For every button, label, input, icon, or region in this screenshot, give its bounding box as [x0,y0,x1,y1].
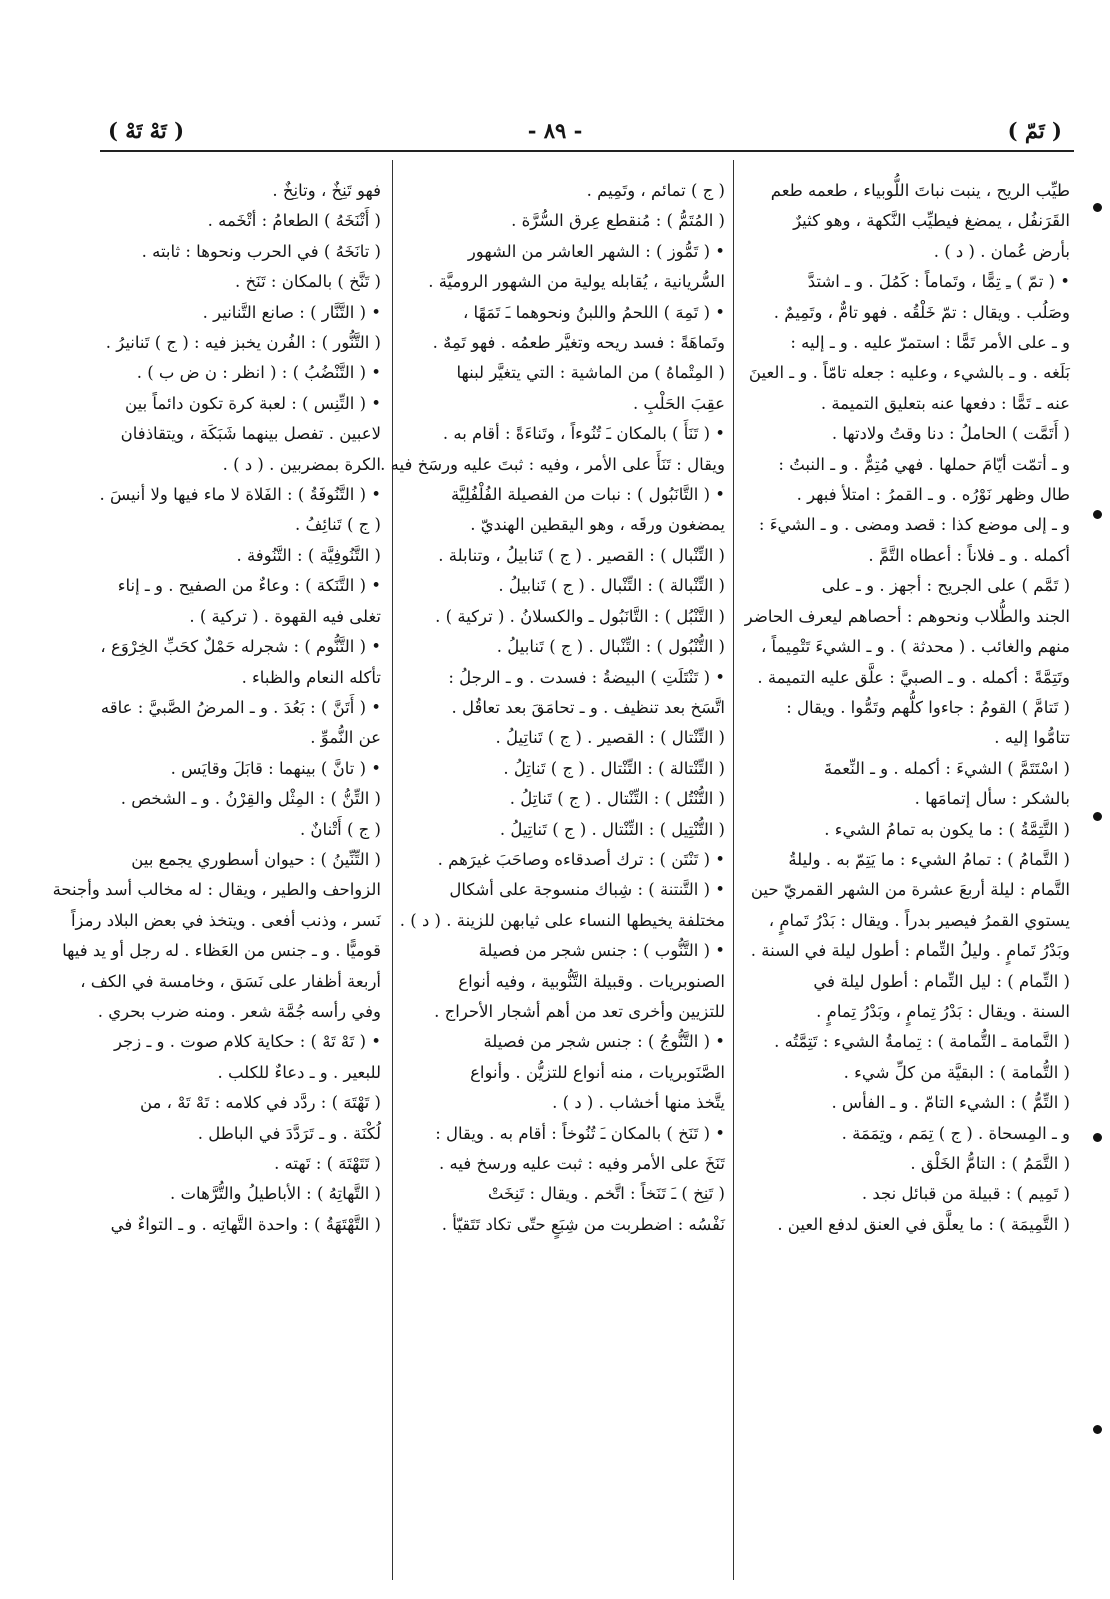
entry-line: ( تَتَهْتَهَ ) : تَهته . [274,1154,381,1173]
entry-line: و ـ على الأمر تَمًّا : استمرّ عليه . و ـ إليه : [790,333,1070,353]
entry-line: تغلى فيه القهوة . ( تركية ) . [189,606,381,626]
entry-line: ( التَّنُوفِيَّة ) : التَّنُوفة . [236,545,381,565]
entry-line: ويقال : تَنَأَ على الأمر ، وفيه : ثبتَ عليه ورسَخ فيه . [380,454,725,474]
entry-line: • ( تَنَخ ) بالمكان ـَ تُنُوخاً : أقام به . ويقال : [435,1123,725,1143]
entry-line: نَسر ، وذنب أفعى . ويتخذ في بعض البلاد رمزاً [70,910,381,930]
entry-line: ( التِّنِّينُ ) : حيوان أسطوري يجمع بين [131,849,381,869]
margin-mark [1093,510,1102,519]
entry-line: ( التِّنْبالة ) : التِّنْبال . ( ج ) تَنابيلُ . [498,576,725,596]
entry-line: • ( تانَّ ) بينهما : قابَلَ وقايَس . [170,758,381,778]
entry-line: ( التَّهْتَهَةُ ) : واحدة التَّهاتِه . و ـ التواءٌ في [110,1214,381,1234]
entry-line: الصنوبريات . وقبيلة التَّنُّوبية ، وفيه أنواع [458,971,725,991]
margin-mark [1093,1133,1102,1142]
entry-line: • ( أَتَنَّ ) : بَعُدَ . و ـ المرضُ الصَّبيَّ : عاقه [100,697,381,717]
entry-line: ( المِتْماهُ ) من الماشية : التي يتغيَّر لبنها [456,363,725,383]
entry-line: أكمله . و ـ فلاناً : أعطاه التَّمَّ . [868,545,1070,565]
entry-line: تَنَخَ على الأمر وفيه : ثبت عليه ورسخ فيه . [439,1154,725,1173]
entry-line: و ـ أتمّت أيّامَ حملها . فهي مُتِمٌّ . و ـ النبتُ : [778,454,1070,474]
entry-line: • ( التَّنَّار ) : صانع التَّنانير . [202,302,381,322]
entry-line: ( التِّنْتال ) : القصير . ( ج ) تَناتِيلُ . [495,728,725,748]
entry-line: للبعير . و ـ دعاءٌ للكلب . [217,1062,381,1082]
entry-line: ( التُّمامة ) : البقيَّة من كلِّ شيء . [843,1062,1070,1082]
entry-line: ( التِّنْبال ) : القصير . ( ج ) تَنابيلُ ، وتنابلة . [438,545,725,565]
entry-line: ( التُّنْتُل ) : التِّنْتال . ( ج ) تَناتِلُ . [509,789,725,809]
margin-mark [1093,203,1102,212]
entry-line: ( التِّنْتالة ) : التِّنْتال . ( ج ) تَناتِلُ . [503,758,725,778]
entry-line: • ( تَهْ تَهْ ) : حكاية كلام صوت . و ـ زجر [113,1032,381,1052]
entry-line: عن النُّموِّ . [310,728,381,748]
entry-line: ( التِّمام ) : ليل التِّمام : أطول ليلة في [813,971,1070,991]
entry-line: ( التَّمِيمَة ) : ما يعلَّق في العنق لدفع العين . [777,1214,1070,1234]
entry-line: • ( تَنَأَ ) بالمكان ـَ تُنُوءاً ، وتَناءَةً : أقام به . [442,424,725,444]
entry-line: • ( التَّنُّوب ) : جنس شجر من فصيلة [478,941,725,961]
entry-line: و ـ إلى موضع كذا : قصد ومضى . و ـ الشيءَ : [758,515,1070,535]
entry-line: بأرض عُمان . ( د ) . [933,241,1070,261]
entry-line: فهو تَنِخٌ ، وتانِخٌ . [272,181,381,200]
entry-line: بالشكر : سأل إتمامَها . [914,789,1070,809]
entry-line: • ( التَّنتنة ) : شِباك منسوجة على أشكال [449,880,725,900]
entry-line: ( التَّمامُ ) : تمامُ الشيء : ما يَتِمّ به . وليلةُ [788,849,1070,869]
page-number: - ٨٩ - [527,118,583,143]
entry-line: ( تَنَّخ ) بالمكان : تَنَخ . [234,272,381,292]
entry-line: ( التَّهاتِهُ ) : الأباطيلُ والتُّرَّهات . [170,1184,381,1204]
entry-line: وبَدْرُ تَمامٍ . وليلُ التِّمام : أطول ليلة في السنة . [750,941,1070,961]
entry-line: ( التَّمامة ـ التُّمامة ) : تِمامةُ الشيء : تَتِمَّتُه . [774,1032,1070,1052]
column-right [744,176,1070,1576]
entry-line: ( اسْتَتَمَّ ) الشيءَ : أكمله . و ـ النِّعمةَ [823,758,1070,778]
entry-line: الصَّنَوبريات ، منه أنواع للتزيُّن . وأنواع [470,1062,725,1082]
entry-line: ( ج ) أَتْنانٌ . [299,819,381,839]
entry-line: ( التَّمَمُ ) : التامُّ الخَلْق . [910,1154,1070,1173]
entry-line: تأكله النعام والظباء . [241,667,381,687]
running-head-left: ( تَهْ تَهْ ) [108,118,185,143]
entry-line: نَفْسُه : اضطربت من شِبَعٍ حتّى تكاد تَتَقيّأ . [441,1214,725,1234]
entry-line: ( تَنِخ ) ـَ تَنَخاً : اتَّخم . ويقال : تَنِخَتْ [487,1184,725,1204]
entry-line: وتَماهَةً : فسد ريحه وتغيَّر طعمُه . فهو تَمِهٌ . [432,333,725,353]
entry-line: • ( التَّنْضُبُ ) : ( انظر : ن ض ب ) . [136,363,381,383]
entry-line: ( ج ) تمائم ، وتَمِيم . [586,181,725,200]
entry-line: • ( التَّنُّوجُ ) : جنس شجر من فصيلة [483,1032,725,1052]
entry-line: ( التُّنْبُول ) : التِّنْبال . ( ج ) تَنابيلُ . [496,637,725,657]
entry-line: الزواحف والطير ، ويقال : له مخالب أسد وأجنحة [52,880,381,900]
running-head-right: ( تَمّ ) [1007,118,1062,143]
entry-line: للتزيين وأخرى تعد من أهم أشجار الأحراج . [434,1001,725,1021]
entry-line: ( تَمَّم ) على الجريح : أجهز . و ـ على [821,576,1070,596]
entry-line: تتامُّوا إليه . [994,728,1070,748]
column-left [52,176,381,1576]
entry-line: قوميًّا . و ـ جنس من العَظاء . له رجل أو يد فيها [62,941,381,961]
entry-line: • ( تَنْتَن ) : ترك أصدقاءه وصاحَبَ غيرَهم . [437,849,725,869]
entry-line: ( التَّنْبُل ) : التَّانَبُول ـ والكسلانُ . ( تركية ) . [435,606,725,626]
entry-line: • ( تَمِهَ ) اللحمُ واللبنُ ونحوهما ـَ تَمَهًا ، [462,302,725,322]
margin-mark [1093,812,1102,821]
entry-line: منهم والغائب . ( محدثة ) . و ـ الشيءَ تَتْمِيماً ، [760,637,1070,657]
column-middle [380,176,725,1576]
margin-mark [1093,1425,1102,1434]
entry-line: عنه ـ تَمًّا : دفعها عنه بتعليق التميمة . [820,393,1070,413]
entry-line: ( تَمِيم ) : قبيلة من قبائل نجد . [861,1184,1070,1204]
entry-line: التَّمام : ليلة أربعَ عشرة من الشهر القمريّ حين [750,880,1070,900]
entry-line: وفي رأسه جُمَّة شعر . ومنه ضرب بحري . [97,1001,381,1021]
entry-line: ( أَتَمَّت ) الحاملُ : دنا وقتُ ولادتها . [831,424,1070,444]
entry-line: السنة . ويقال : بَدْرُ تِمامٍ ، وبَدْرُ تِمامٍ . [816,1001,1070,1021]
entry-line: القَرَنفُل ، يمضغ فيطيِّب النَّكهة ، وهو كثيرٌ [793,211,1070,231]
entry-line: وصَلُب . ويقال : تمّ خَلْقُه . فهو تامٌّ ، وتَمِيمٌ . [773,302,1070,322]
entry-line: يستوي القمرُ فيصير بدراً . ويقال : بَدْرُ تَمامٍ ، [768,910,1070,930]
entry-line: ( التِّمُّ ) : الشيء التامّ . و ـ الفأس . [831,1093,1070,1113]
entry-line: طال وظهر نَوْرُه . و ـ القمرُ : امتلأ فبهر . [796,485,1070,505]
entry-line: • ( التِّنِس ) : لعبة كرة تكون دائماً بين [125,393,381,413]
entry-line: ( التَّتِمَّةُ ) : ما يكون به تمامُ الشيء . [824,819,1070,839]
entry-line: • ( تَنْتَلَتِ ) البيضةُ : فسدت . و ـ الرجلُ : [448,667,725,687]
entry-line: ( أَتْنَخَهُ ) الطعامُ : أتْخَمه . [207,211,381,231]
entry-line: بَلَغه . و ـ بالشيء ، وعليه : جعله تامّاً . و ـ العينَ [748,363,1070,383]
entry-line: مختلفة يخيطها النساء على ثيابهن للزينة . ( د ) . [399,910,725,930]
entry-line: • ( التَّنَكة ) : وعاءٌ من الصفيح . و ـ إناء [117,576,381,596]
entry-line: • ( التَّانَبُول ) : نبات من الفصيلة الفُلْفُلِيَّة [451,485,725,505]
entry-line: ( ج ) تَنائِفُ . [294,515,381,535]
entry-line: يمضغون ورقَه ، وهو اليقطين الهنديّ . [470,515,725,535]
entry-line: ( تانَخَهُ ) في الحرب ونحوها : ثابته . [141,241,381,261]
header-rule [100,150,1074,152]
column-divider [392,160,393,1580]
entry-line: ( المُتَمُّ ) : مُنقطع عِرق السُّرَّة . [511,211,725,231]
entry-line: ( تَهْتَهَ ) : ردَّد في كلامه : تَهْ تَهْ ، من [140,1093,381,1113]
entry-line: طيِّب الريح ، ينبت نباتَ اللُّوبياء ، طعمه طعم [770,181,1070,200]
entry-line: • ( التَّنُّوم ) : شجرله حَمْلٌ كحَبِّ الخِرْوَع ، [100,637,381,657]
entry-line: اتَّسَخ بعد تنظيف . و ـ تحامَقَ بعد تعاقُل . [451,697,725,717]
entry-line: ( التُّنْتِيل ) : التِّنْتال . ( ج ) تَناتِيلُ . [499,819,725,839]
entry-line: ( تَتامَّ ) القومُ : جاءوا كلُّهم وتَمُّوا . ويقال : [786,697,1070,717]
entry-line: ( التِّنُّ ) : المِثْل والقِرْنُ . و ـ الشخص . [120,789,381,809]
entry-line: يتَّخذ منها أخشاب . ( د ) . [552,1093,725,1113]
entry-line: لُكْنَة . و ـ تَرَدَّدَ في الباطل . [197,1123,381,1143]
column-divider [733,160,734,1580]
entry-line: لاعبين . تفصل بينهما شَبَكَة ، ويتقاذفان [120,424,381,444]
entry-line: و ـ المِسحاة . ( ج ) تِمَم ، وتِمَمَة . [841,1123,1070,1143]
entry-line: • ( تمّ ) ـِ تِمًّا ، وتَماماً : كَمُلَ . و ـ اشتدَّ [807,272,1070,292]
entry-line: الكرة بمضربين . ( د ) . [222,454,381,474]
entry-line: عقِبَ الحَلْبِ . [632,393,725,413]
entry-line: أربعة أظفار على نَسَق ، وخامسة في الكف ، [80,971,381,991]
entry-line: الجند والطُّلاب ونحوهم : أحصاهم ليعرف الحاضر [744,606,1070,626]
entry-line: ( التَّنُّور ) : الفُرن يخبز فيه : ( ج ) تَنانيرُ . [105,333,381,353]
entry-line: • ( التَّنُوفَةُ ) : الفَلاة لا ماء فيها ولا أنيسَ . [99,485,381,505]
entry-line: • ( تَمُّوز ) : الشهر العاشر من الشهور [467,241,725,261]
entry-line: السُّريانية ، يُقابله يولية من الشهور الروميَّة . [428,272,725,292]
entry-line: وتَتِمَّةً : أكمله . و ـ الصبيَّ : علَّق عليه التميمة . [757,667,1070,687]
